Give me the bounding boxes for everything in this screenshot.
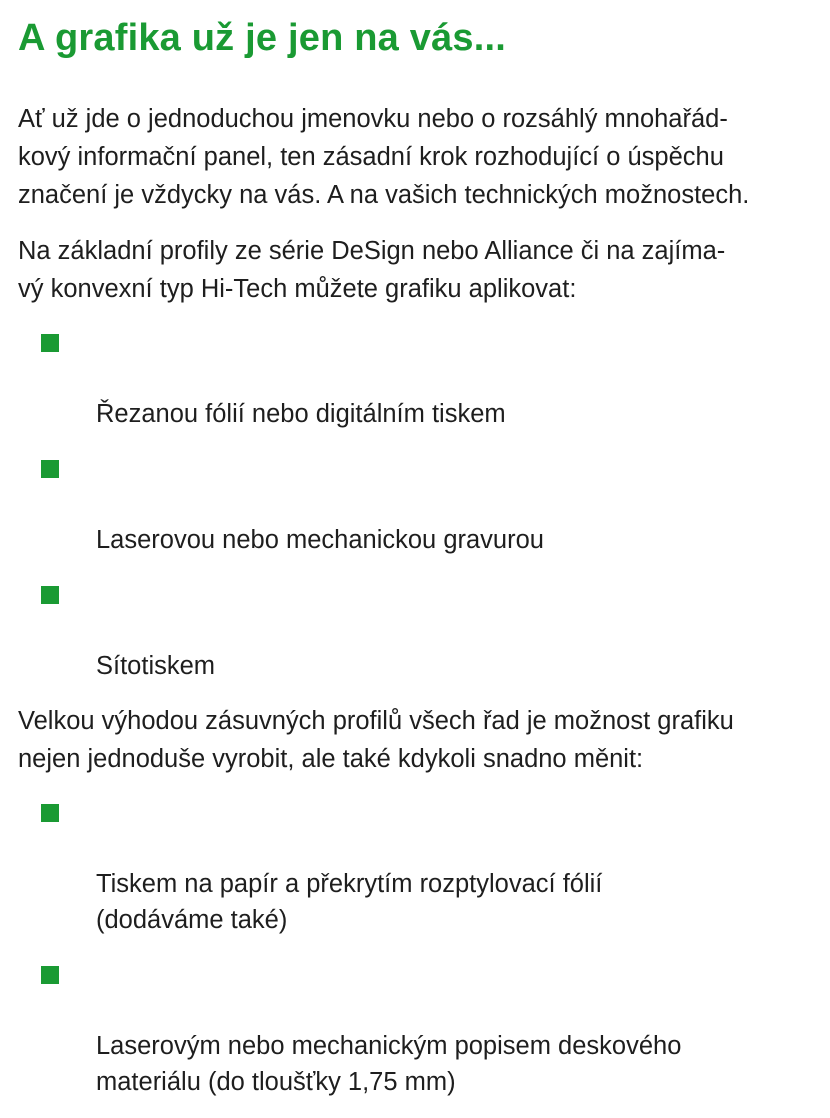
square-bullet-icon <box>41 804 59 822</box>
advantage-paragraph: Velkou výhodou zásuvných profilů všech řad je možnost grafiku nejen jednoduše vyrobit, ale také kdykoli snadno měnit: <box>18 707 734 773</box>
change-methods-list <box>18 794 818 1100</box>
application-methods-list <box>18 324 818 684</box>
list-item-text: Tiskem na papír a překrytím rozptylovací fólií (dodáváme také) <box>96 870 603 934</box>
list-item-text: Řezanou fólií nebo digitálním tiskem <box>96 400 506 428</box>
list-item-text: Laserovým nebo mechanickým popisem deskového materiálu (do tloušťky 1,75 mm) <box>96 1032 682 1096</box>
document-page <box>18 0 818 1118</box>
profiles-paragraph: Na základní profily ze série DeSign nebo Alliance či na zajíma- vý konvexní typ Hi-Tech můžete grafiku aplikovat: <box>18 237 726 303</box>
square-bullet-icon <box>41 586 59 604</box>
list-item <box>18 450 818 558</box>
list-item-text: Sítotiskem <box>96 652 216 680</box>
list-item <box>18 794 818 938</box>
list-item <box>18 576 818 684</box>
intro-paragraph: Ať už jde o jednoduchou jmenovku nebo o rozsáhlý mnohařád- kový informační panel, ten zásadní krok rozhodující o úspěchu značení je vždycky na vás. A na vašich technických možnostech. <box>18 105 750 209</box>
page-title: A grafika už je jen na vás... <box>18 17 507 59</box>
list-item-text: Laserovou nebo mechanickou gravurou <box>96 526 544 554</box>
square-bullet-icon <box>41 334 59 352</box>
list-item <box>18 956 818 1100</box>
list-item <box>18 324 818 432</box>
square-bullet-icon <box>41 966 59 984</box>
square-bullet-icon <box>41 460 59 478</box>
